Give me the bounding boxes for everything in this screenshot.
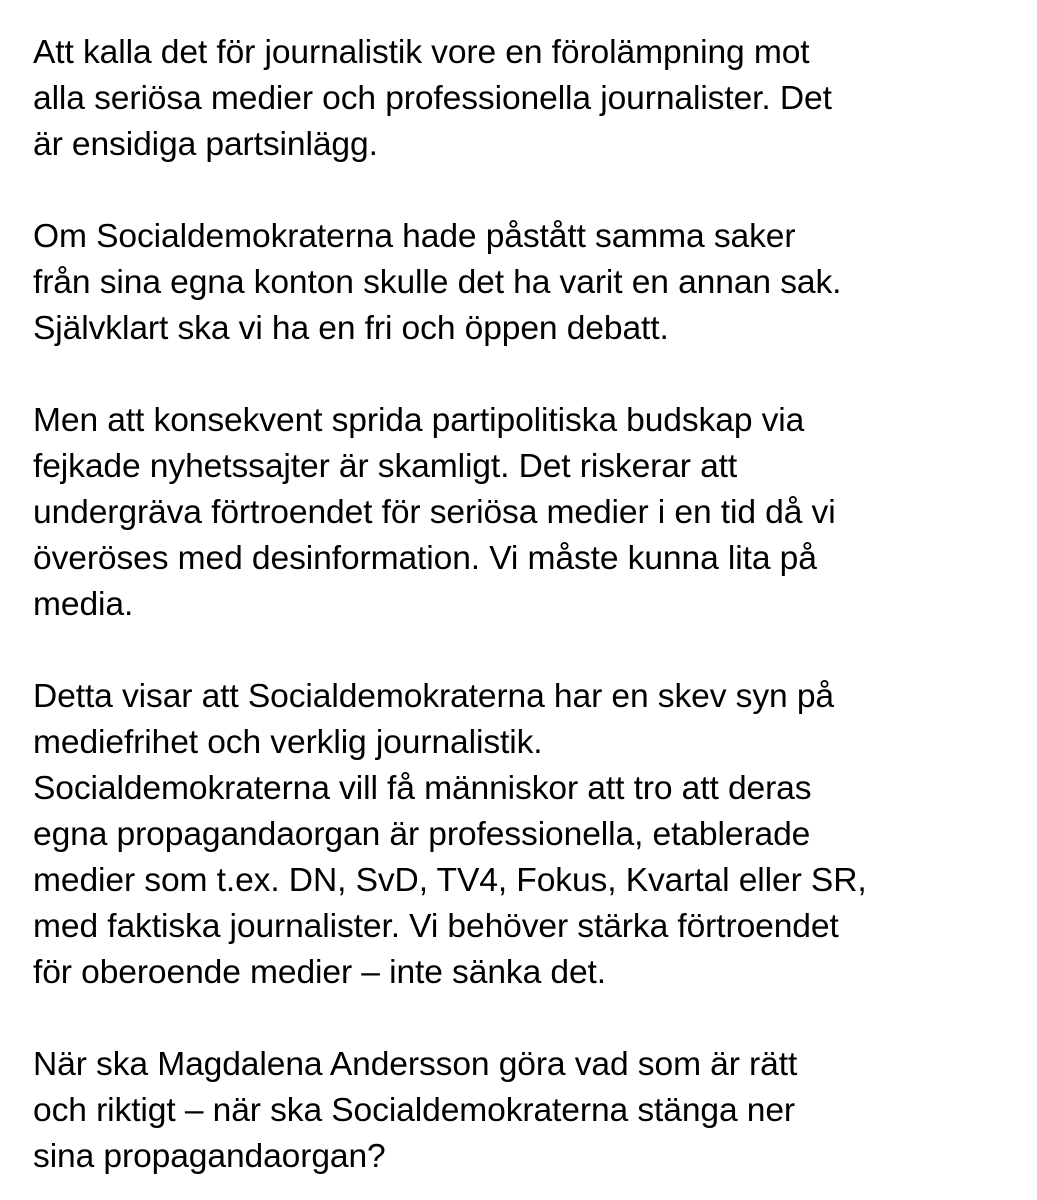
text-line: för oberoende medier – inte sänka det. <box>33 954 606 991</box>
text-line: Om Socialdemokraterna hade påstått samma saker <box>33 218 796 255</box>
text-line: Att kalla det för journalistik vore en förolämpning mot <box>33 34 810 71</box>
text-line: medier som t.ex. DN, SvD, TV4, Fokus, Kvartal eller SR, <box>33 862 867 899</box>
text-line: När ska Magdalena Andersson göra vad som är rätt <box>33 1046 798 1083</box>
text-line: Självklart ska vi ha en fri och öppen debatt. <box>33 310 669 347</box>
text-line: mediefrihet och verklig journalistik. <box>33 724 543 761</box>
text-line: med faktiska journalister. Vi behöver stärka förtroendet <box>33 908 839 945</box>
paragraph-2 <box>33 214 1013 352</box>
text-line: Men att konsekvent sprida partipolitiska budskap via <box>33 402 805 439</box>
text-line: och riktigt – när ska Socialdemokraterna stänga ner <box>33 1092 796 1129</box>
paragraph-5 <box>33 1042 1013 1180</box>
text-line: överöses med desinformation. Vi måste kunna lita på <box>33 540 817 577</box>
text-line: egna propagandaorgan är professionella, etablerade <box>33 816 811 853</box>
text-line: Socialdemokraterna vill få människor att tro att deras <box>33 770 812 807</box>
paragraph-1 <box>33 30 1013 168</box>
paragraph-4 <box>33 674 1013 996</box>
paragraph-3 <box>33 398 1013 628</box>
text-line: från sina egna konton skulle det ha varit en annan sak. <box>33 264 842 301</box>
text-line: fejkade nyhetssajter är skamligt. Det riskerar att <box>33 448 738 485</box>
post-body <box>33 30 1013 1180</box>
text-line: alla seriösa medier och professionella journalister. Det <box>33 80 832 117</box>
text-line: Detta visar att Socialdemokraterna har en skev syn på <box>33 678 834 715</box>
text-line: sina propagandaorgan? <box>33 1138 386 1175</box>
text-line: undergräva förtroendet för seriösa medier i en tid då vi <box>33 494 836 531</box>
text-line: är ensidiga partsinlägg. <box>33 126 378 163</box>
text-line: media. <box>33 586 134 623</box>
